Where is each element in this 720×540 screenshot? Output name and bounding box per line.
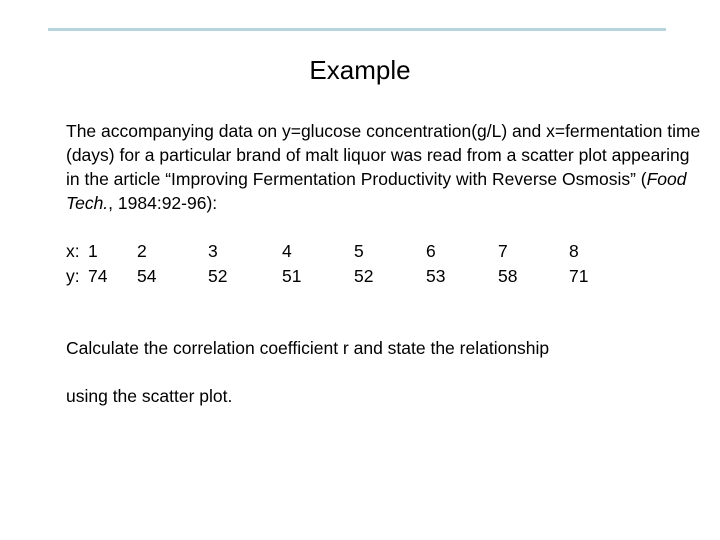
y-value: 54 [137, 266, 157, 286]
y-label: y: [66, 266, 80, 286]
x-value: 6 [426, 241, 436, 261]
y-value: 52 [208, 266, 228, 286]
y-value: 58 [498, 266, 518, 286]
y-value: 74 [88, 266, 108, 286]
x-value: 7 [498, 241, 508, 261]
question-line-2: using the scatter plot. [66, 386, 233, 406]
x-value: 5 [354, 241, 364, 261]
x-value: 2 [137, 241, 147, 261]
question-line-1: Calculate the correlation coefficient r and state the relationship [66, 338, 550, 358]
intro-paragraph [66, 119, 706, 215]
intro-text-before: The accompanying data on y=glucose concentration(g/L) and x=fermentation time (days) for a particular brand of malt liquor was read from a scatter plot appearing in the article “Improving Fermentation Productivity with Reverse Osmosis” ( [66, 121, 701, 189]
x-value: 4 [282, 241, 292, 261]
y-value: 51 [282, 266, 302, 286]
x-value: 3 [208, 241, 218, 261]
slide-title: Example [309, 55, 411, 85]
intro-text-after: , 1984:92-96): [108, 193, 218, 213]
y-value: 53 [426, 266, 446, 286]
x-value: 8 [569, 241, 579, 261]
x-label: x: [66, 241, 80, 261]
top-rule [48, 28, 666, 31]
x-value: 1 [88, 241, 98, 261]
journal-name: Food Tech. [66, 169, 687, 213]
y-value: 52 [354, 266, 374, 286]
y-value: 71 [569, 266, 589, 286]
